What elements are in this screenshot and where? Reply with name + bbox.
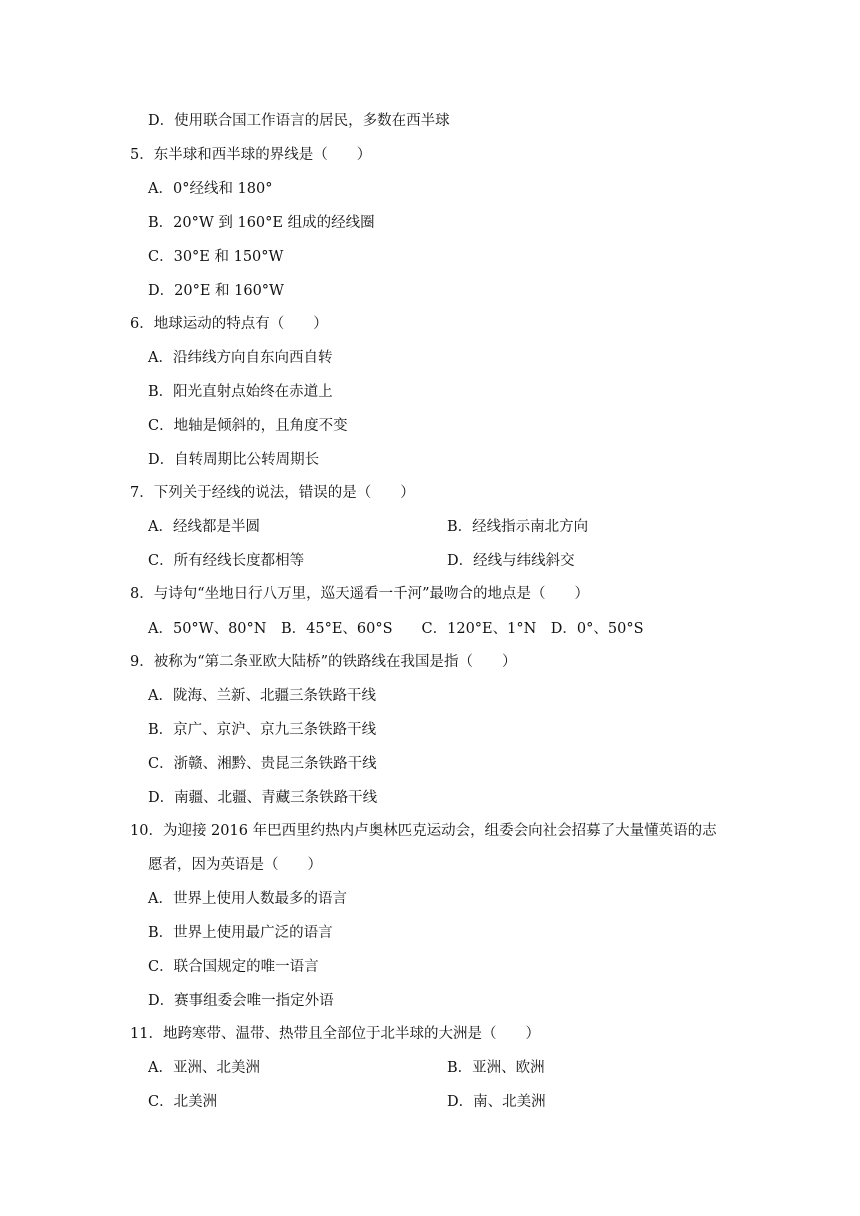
q9-option-c: C．浙赣、湘黔、贵昆三条铁路干线	[148, 756, 377, 772]
q5-option-b: B．20°W 到 160°E 组成的经线圈	[148, 215, 375, 231]
q11-option-d: D．南、北美洲	[447, 1094, 546, 1110]
q5-option-c: C．30°E 和 150°W	[148, 249, 284, 265]
q6-option-d: D．自转周期比公转周期长	[148, 452, 320, 468]
q7-option-a: A．经线都是半圆	[148, 519, 260, 535]
q5-option-d: D．20°E 和 160°W	[148, 283, 284, 299]
q6-option-b: B．阳光直射点始终在赤道上	[148, 384, 333, 400]
q9-option-b: B．京广、京沪、京九三条铁路干线	[148, 722, 377, 738]
q9-stem: 9．被称为“第二条亚欧大陆桥”的铁路线在我国是指（ ）	[130, 654, 517, 670]
q11-option-a: A．亚洲、北美洲	[148, 1060, 260, 1076]
q11-option-b: B．亚洲、欧洲	[447, 1060, 545, 1076]
q6-option-c: C．地轴是倾斜的，且角度不变	[148, 418, 348, 434]
q9-option-d: D．南疆、北疆、青藏三条铁路干线	[148, 790, 378, 806]
q4-option-d: D．使用联合国工作语言的居民，多数在西半球	[148, 113, 450, 129]
q7-option-c: C．所有经线长度都相等	[148, 553, 305, 569]
q10-option-b: B．世界上使用最广泛的语言	[148, 925, 333, 941]
q10-option-d: D．赛事组委会唯一指定外语	[148, 993, 334, 1009]
q10-option-a: A．世界上使用人数最多的语言	[148, 891, 347, 907]
q11-stem: 11．地跨寒带、温带、热带且全部位于北半球的大洲是（ ）	[130, 1026, 540, 1042]
q5-stem: 5．东半球和西半球的界线是（ ）	[130, 147, 372, 163]
q6-stem: 6．地球运动的特点有（ ）	[130, 316, 328, 332]
q7-option-d: D．经线与纬线斜交	[447, 553, 575, 569]
q7-option-b: B．经线指示南北方向	[447, 519, 589, 535]
q8-options: A．50°W、80°N B．45°E、60°S C．120°E、1°N D．0°、50°S	[148, 621, 644, 637]
q7-stem: 7．下列关于经线的说法，错误的是（ ）	[130, 485, 415, 501]
q11-option-c: C．北美洲	[148, 1094, 218, 1110]
q9-option-a: A．陇海、兰新、北疆三条铁路干线	[148, 688, 376, 704]
q10-stem: 10．为迎接 2016 年巴西里约热内卢奥林匹克运动会，组委会向社会招募了大量懂英语的志	[130, 823, 717, 839]
q10-option-c: C．联合国规定的唯一语言	[148, 959, 319, 975]
q8-stem: 8．与诗句“坐地日行八万里，巡天遥看一千河”最吻合的地点是（ ）	[130, 586, 590, 602]
q5-option-a: A．0°经线和 180°	[148, 181, 273, 197]
q6-option-a: A．沿纬线方向自东向西自转	[148, 350, 333, 366]
q10-stem-continued: 愿者，因为英语是（ ）	[148, 857, 322, 873]
